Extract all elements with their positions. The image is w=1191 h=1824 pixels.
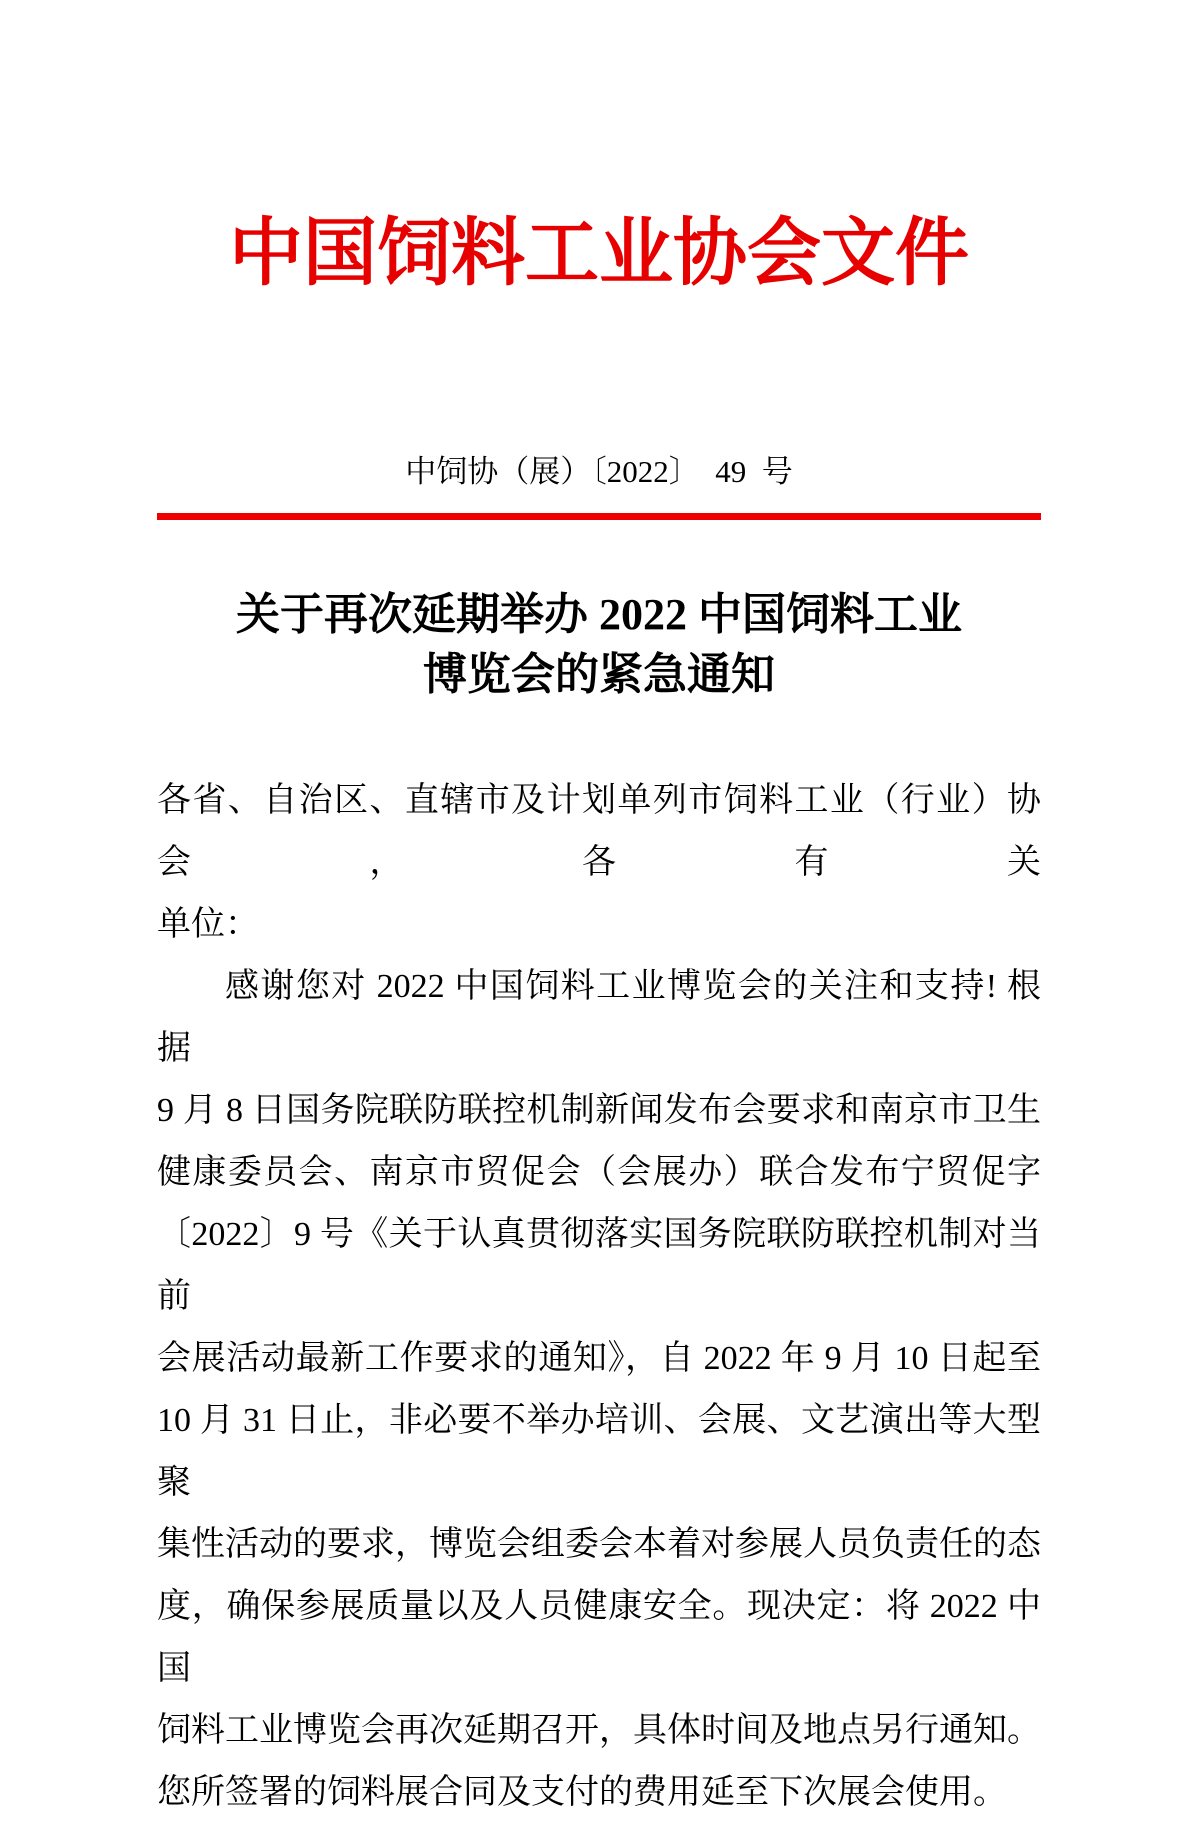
body-line: 饲料工业博览会再次延期召开，具体时间及地点另行通知。 — [157, 1712, 1041, 1749]
body-line: 各省、自治区、直辖市及计划单列市饲料工业（行业）协会，各有关 — [157, 782, 1041, 881]
body-line: 〔2022〕9 号《关于认真贯彻落实国务院联防联控机制对当前 — [157, 1216, 1041, 1315]
body-line: 度，确保参展质量以及人员健康安全。现决定：将 2022 中国 — [157, 1588, 1041, 1687]
body-line: 单位： — [157, 906, 259, 943]
red-divider-line — [157, 513, 1041, 520]
body-line: 感谢您对 2022 中国饲料工业博览会的关注和支持! 根据 — [157, 968, 1041, 1067]
body-line: 您所签署的饲料展合同及支付的费用延至下次展会使用。 — [157, 1774, 1007, 1811]
agency-header-title: 中国饲料工业协会文件 — [229, 213, 969, 295]
notice-title — [157, 585, 1041, 705]
body-line: 9 月 8 日国务院联防联控机制新闻发布会要求和南京市卫生 — [157, 1092, 1041, 1129]
content-column — [157, 0, 1041, 1811]
body-line: 会展活动最新工作要求的通知》，自 2022 年 9 月 10 日起至 — [157, 1340, 1041, 1377]
document-number: 中饲协（展）〔2022〕 49 号 — [405, 454, 793, 489]
notice-title-line-2: 博览会的紧急通知 — [423, 650, 775, 699]
body-line: 10 月 31 日止，非必要不举办培训、会展、文艺演出等大型聚 — [157, 1402, 1041, 1501]
body-line: 健康委员会、南京市贸促会（会展办）联合发布宁贸促字 — [157, 1154, 1041, 1191]
body-line: 集性活动的要求，博览会组委会本着对参展人员负责任的态 — [157, 1526, 1041, 1563]
notice-title-line-1: 关于再次延期举办 2022 中国饲料工业 — [236, 590, 962, 639]
document-body — [157, 770, 1041, 1824]
